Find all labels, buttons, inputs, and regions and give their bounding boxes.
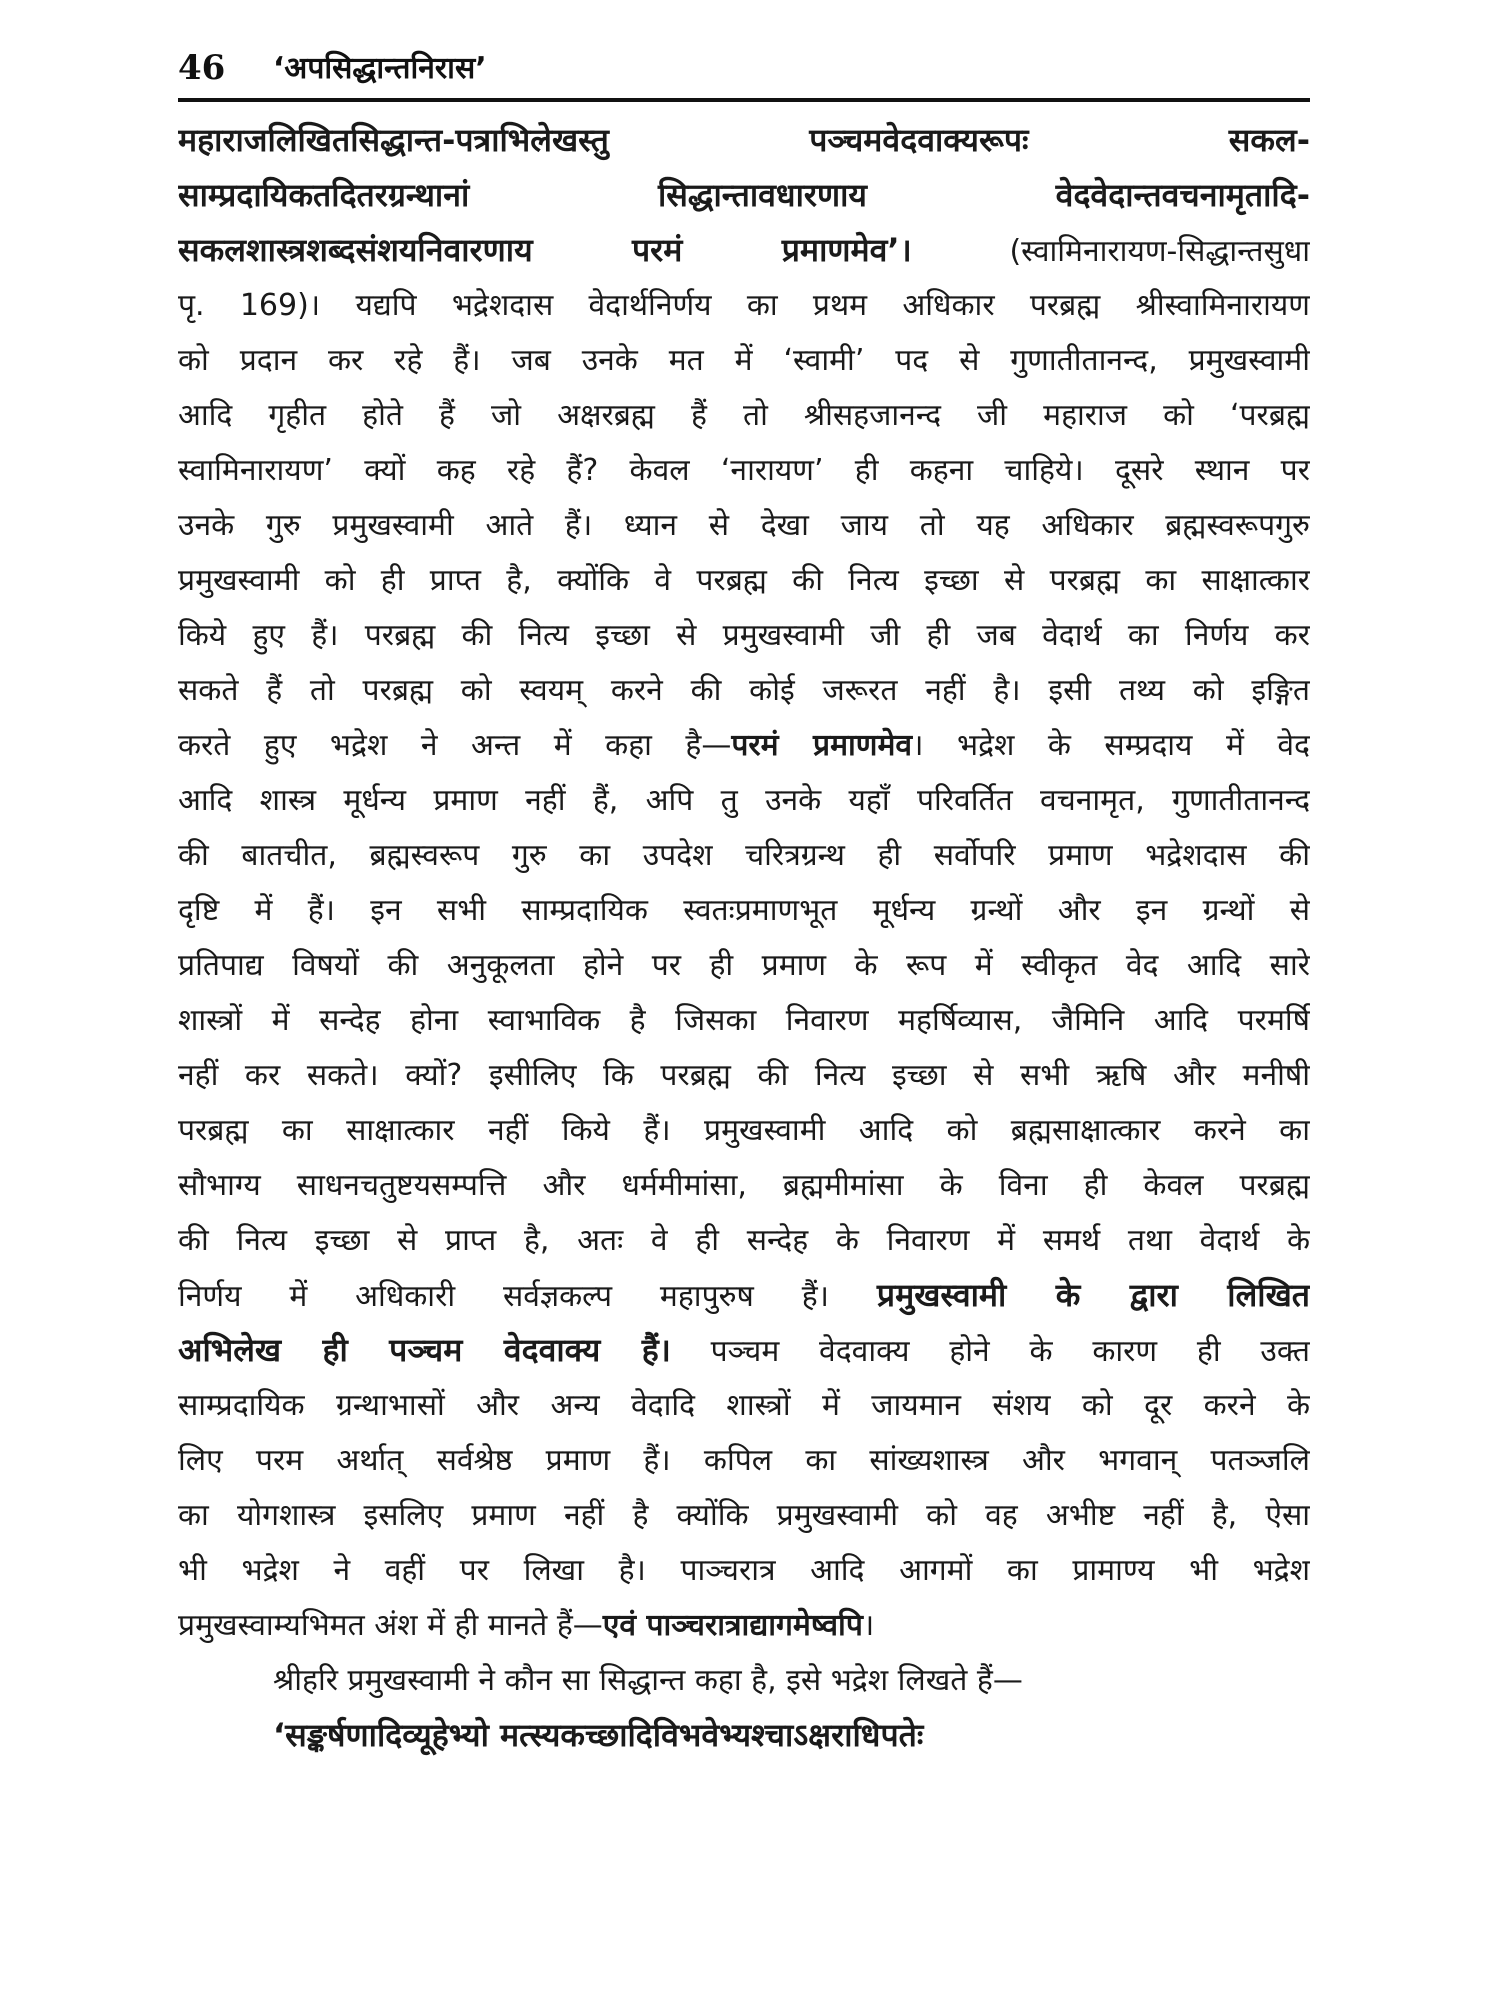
text-line: स्वामिनारायण’ क्यों कह रहे हैं? केवल ‘नारायण’ ही कहना चाहिये। दूसरे स्थान पर	[178, 453, 1310, 488]
text-line: सौभाग्य साधनचतुष्टयसम्पत्ति और धर्ममीमांसा, ब्रह्ममीमांसा के विना ही केवल परब्रह्म	[178, 1168, 1310, 1203]
page-header	[178, 42, 1310, 98]
bold-phrase: एवं पाञ्चरात्राद्यागमेष्वपि	[602, 1608, 863, 1643]
text-line: श्रीहरि प्रमुखस्वामी ने कौन सा सिद्धान्त कहा है, इसे भद्रेश लिखते हैं—	[273, 1663, 1023, 1698]
text-line	[178, 1323, 1310, 1378]
text-line: किये हुए हैं। परब्रह्म की नित्य इच्छा से प्रमुखस्वामी जी ही जब वेदार्थ का निर्णय कर	[178, 618, 1310, 653]
page-number: 46	[178, 48, 226, 88]
text-line: पृ. 169)। यद्यपि भद्रेशदास वेदार्थनिर्णय का प्रथम अधिकार परब्रह्म श्रीस्वामिनारायण	[178, 288, 1310, 323]
text-line: शास्त्रों में सन्देह होना स्वाभाविक है जिसका निवारण महर्षिव्यास, जैमिनि आदि परमर्षि	[178, 1003, 1310, 1038]
text-line: साम्प्रदायिकतदितरग्रन्थानां सिद्धान्तावधारणाय वेदवेदान्तवचनामृतादि-	[178, 176, 1310, 214]
text-span: पञ्चम वेदवाक्य होने के कारण ही उक्त	[670, 1334, 1310, 1369]
text-line: साम्प्रदायिक ग्रन्थाभासों और अन्य वेदादि शास्त्रों में जायमान संशय को दूर करने के	[178, 1388, 1310, 1423]
text-line: सकते हैं तो परब्रह्म को स्वयम् करने की कोई जरूरत नहीं है। इसी तथ्य को इङ्गित	[178, 673, 1310, 708]
text-span: । भद्रेश के सम्प्रदाय में वेद	[912, 728, 1310, 763]
text-line: लिए परम अर्थात् सर्वश्रेष्ठ प्रमाण हैं। कपिल का सांख्यशास्त्र और भगवान् पतञ्जलि	[178, 1443, 1310, 1478]
text-line	[178, 223, 1310, 278]
bold-phrase: अभिलेख ही पञ्चम वेदवाक्य हैं।	[178, 1331, 671, 1369]
text-line	[178, 718, 1310, 773]
bold-phrase: परमं प्रमाणमेव	[731, 728, 913, 763]
text-line: उनके गुरु प्रमुखस्वामी आते हैं। ध्यान से देखा जाय तो यह अधिकार ब्रह्मस्वरूपगुरु	[178, 508, 1310, 543]
text-line: प्रमुखस्वामी को ही प्राप्त है, क्योंकि वे परब्रह्म की नित्य इच्छा से परब्रह्म का साक्षात्कार	[178, 563, 1310, 598]
text-line: दृष्टि में हैं। इन सभी साम्प्रदायिक स्वतःप्रमाणभूत मूर्धन्य ग्रन्थों और इन ग्रन्थों से	[178, 893, 1310, 928]
body-text	[178, 113, 1310, 1763]
text-line: की नित्य इच्छा से प्राप्त है, अतः वे ही सन्देह के निवारण में समर्थ तथा वेदार्थ के	[178, 1223, 1310, 1258]
text-line	[178, 1268, 1310, 1323]
text-line	[178, 1598, 1310, 1653]
text-line: का योगशास्त्र इसलिए प्रमाण नहीं है क्योंकि प्रमुखस्वामी को वह अभीष्ट नहीं है, ऐसा	[178, 1498, 1310, 1533]
text-span: निर्णय में अधिकारी सर्वज्ञकल्प महापुरुष हैं।	[178, 1279, 877, 1314]
text-span: प्रमुखस्वाम्यभिमत अंश में ही मानते हैं—	[178, 1608, 603, 1643]
text-span: ।	[862, 1608, 875, 1643]
text-line: भी भद्रेश ने वहीं पर लिखा है। पाञ्चरात्र आदि आगमों का प्रामाण्य भी भद्रेश	[178, 1553, 1310, 1588]
text-line: आदि शास्त्र मूर्धन्य प्रमाण नहीं हैं, अपि तु उनके यहाँ परिवर्तित वचनामृत, गुणातीतानन्द	[178, 783, 1310, 818]
sanskrit-quote-line: ‘सङ्कर्षणादिव्यूहेभ्यो मत्स्यकच्छादिविभवेभ्यश्चाऽक्षराधिपतेः	[273, 1716, 924, 1754]
header-rule	[178, 98, 1310, 102]
text-line: को प्रदान कर रहे हैं। जब उनके मत में ‘स्वामी’ पद से गुणातीतानन्द, प्रमुखस्वामी	[178, 343, 1310, 378]
text-line: प्रतिपाद्य विषयों की अनुकूलता होने पर ही प्रमाण के रूप में स्वीकृत वेद आदि सारे	[178, 948, 1310, 983]
bold-phrase: प्रमुखस्वामी के द्वारा लिखित	[876, 1276, 1310, 1314]
citation: (स्वामिनारायण-सिद्धान्तसुधा	[911, 234, 1310, 269]
text-line: नहीं कर सकते। क्यों? इसीलिए कि परब्रह्म की नित्य इच्छा से सभी ऋषि और मनीषी	[178, 1058, 1310, 1093]
text-line: आदि गृहीत होते हैं जो अक्षरब्रह्म हैं तो श्रीसहजानन्द जी महाराज को ‘परब्रह्म	[178, 398, 1310, 433]
text-line: परब्रह्म का साक्षात्कार नहीं किये हैं। प्रमुखस्वामी आदि को ब्रह्मसाक्षात्कार करने का	[178, 1113, 1310, 1148]
text-line: महाराजलिखितसिद्धान्त-पत्राभिलेखस्तु पञ्चमवेदवाक्यरूपः सकल-	[178, 121, 1310, 159]
running-title: ‘अपसिद्धान्तनिरास’	[273, 51, 487, 86]
text-line: की बातचीत, ब्रह्मस्वरूप गुरु का उपदेश चरित्रग्रन्थ ही सर्वोपरि प्रमाण भद्रेशदास की	[178, 838, 1310, 873]
text-span: करते हुए भद्रेश ने अन्त में कहा है—	[178, 728, 732, 763]
bold-quote: सकलशास्त्रशब्दसंशयनिवारणाय परमं प्रमाणमेव’।	[178, 231, 912, 269]
